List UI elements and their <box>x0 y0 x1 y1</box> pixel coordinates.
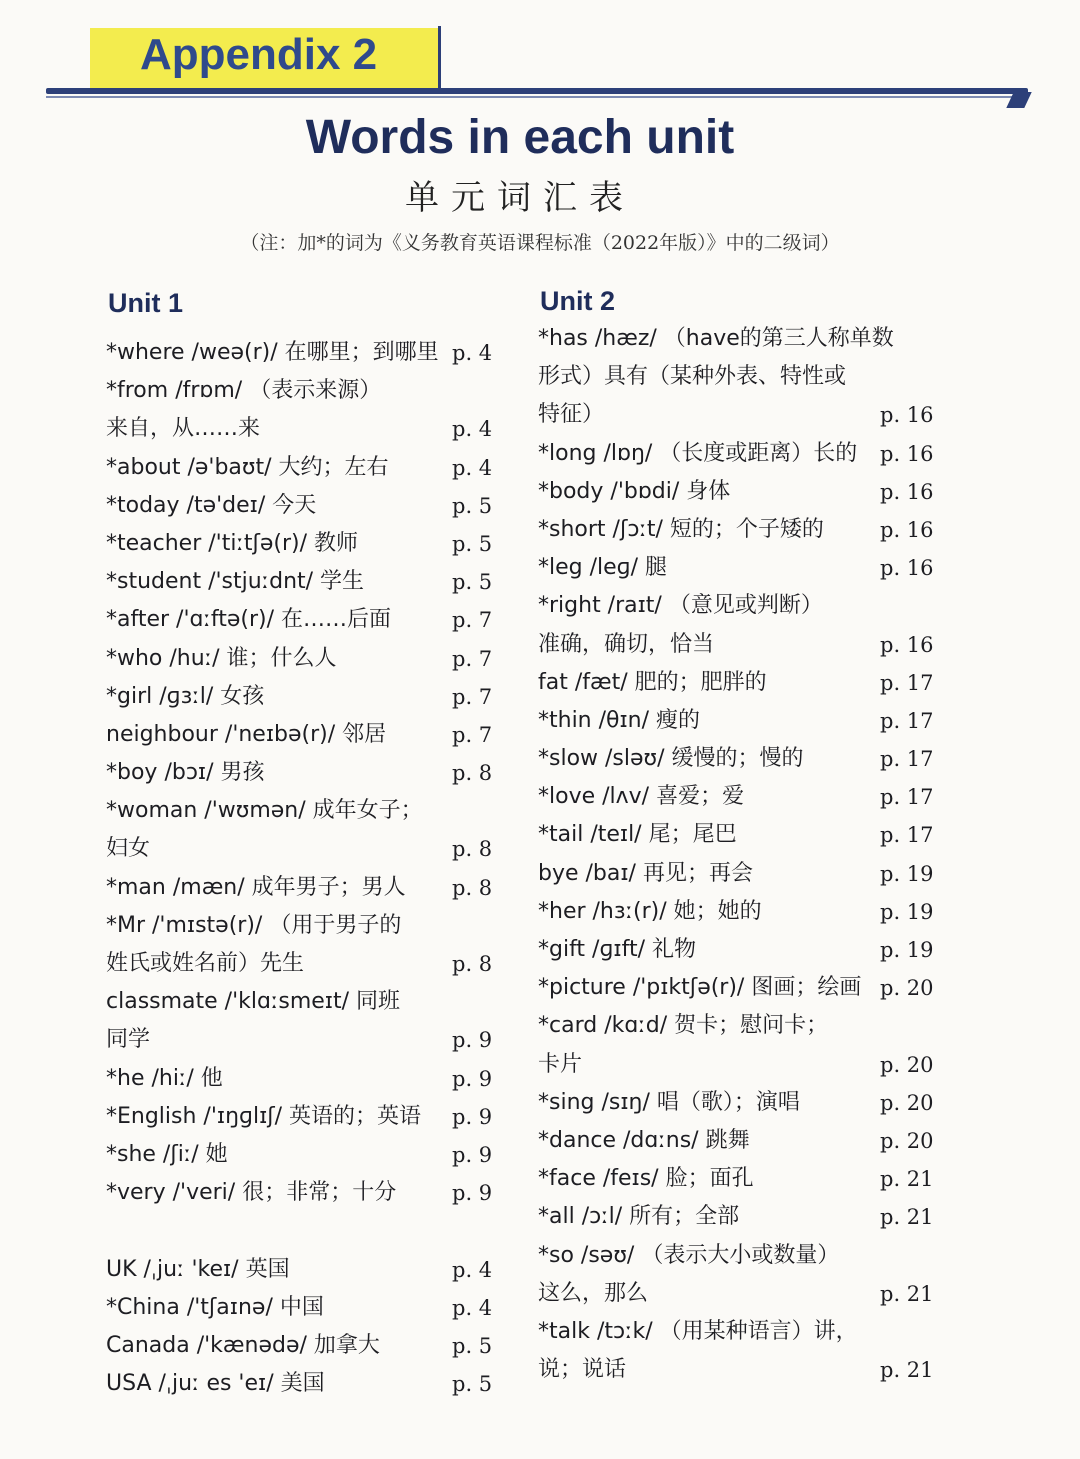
page-reference: p. 9 <box>452 1028 493 1053</box>
word-entry-row <box>538 778 948 816</box>
word-entry-text: *has /hæz/ （have的第三人称单数 <box>538 326 894 351</box>
unit2-word-list <box>538 320 948 1389</box>
page-reference: p. 19 <box>880 899 934 924</box>
word-entry-row <box>538 893 948 931</box>
word-entry-row <box>538 664 948 702</box>
page-reference: p. 17 <box>880 823 934 848</box>
word-entry-text: *China /'tʃaɪnə/ 中国 <box>106 1294 324 1320</box>
word-entry-text: *dance /dɑːns/ 跳舞 <box>538 1127 750 1153</box>
word-entry-row <box>538 358 948 396</box>
word-entry-row <box>106 678 506 716</box>
word-entry-text: USA /ˌjuː es 'eɪ/ 美国 <box>106 1371 325 1397</box>
word-entry-text: bye /baɪ/ 再见；再会 <box>538 860 753 886</box>
word-entry-row <box>106 1212 506 1250</box>
word-entry-text: *today /tə'deɪ/ 今天 <box>106 492 317 518</box>
word-entry-row <box>106 1327 506 1365</box>
word-entry-text: *thin /θɪn/ 瘦的 <box>538 707 701 733</box>
word-entry-row <box>106 1174 506 1212</box>
word-entry-text: fat /fæt/ 肥的；肥胖的 <box>538 669 767 695</box>
word-entry-row <box>106 372 506 410</box>
page-reference: p. 5 <box>452 1372 493 1397</box>
page-reference: p. 16 <box>880 441 934 466</box>
word-entry-text: *he /hiː/ 他 <box>106 1065 223 1091</box>
word-entry-row <box>538 1084 948 1122</box>
page-reference: p. 21 <box>880 1167 934 1192</box>
header-rule <box>46 88 1028 94</box>
word-entry-text: *she /ʃiː/ 她 <box>106 1141 228 1167</box>
unit1-title: Unit 1 <box>108 288 184 318</box>
word-entry-row <box>106 1136 506 1174</box>
word-entry-text: 来自，从……来 <box>106 416 261 442</box>
page-note: （注：加*的词为《义务教育英语课程标准（2022年版）》中的二级词） <box>240 232 840 254</box>
word-entry-text: *long /lɒŋ/ （长度或距离）长的 <box>538 440 858 466</box>
word-entry-row <box>106 334 506 372</box>
page-reference: p. 16 <box>880 632 934 657</box>
page-reference: p. 8 <box>452 761 493 786</box>
word-entry-row <box>106 792 506 830</box>
word-entry-text: 卡片 <box>538 1051 583 1077</box>
word-entry-row <box>538 1237 948 1275</box>
page-reference: p. 9 <box>452 1142 493 1167</box>
word-entry-text: 姓氏或姓名前）先生 <box>106 951 305 976</box>
word-entry-text: *her /hɜː(r)/ 她；她的 <box>538 898 762 924</box>
word-entry-row <box>106 640 506 678</box>
header-rule-cap <box>1006 92 1031 108</box>
page-reference: p. 21 <box>880 1358 934 1383</box>
page-reference: p. 4 <box>452 1295 493 1320</box>
word-entry-row <box>538 969 948 1007</box>
page-reference: p. 4 <box>452 341 493 365</box>
word-entry-text: *tail /teɪl/ 尾；尾巴 <box>538 822 737 848</box>
word-entry-row <box>106 907 506 945</box>
word-entry-text: *gift /ɡɪft/ 礼物 <box>538 937 696 962</box>
word-entry-text: *after /'ɑːftə(r)/ 在……后面 <box>106 607 392 633</box>
word-entry-row <box>106 449 506 487</box>
word-entry-text: 同学 <box>106 1027 151 1053</box>
page-reference: p. 8 <box>452 875 493 900</box>
page-reference: p. 16 <box>880 517 934 542</box>
word-entry-text: *face /feɪs/ 脸；面孔 <box>538 1166 754 1192</box>
word-entry-text: *love /lʌv/ 喜爱；爱 <box>538 784 745 810</box>
word-entry-row <box>538 1198 948 1236</box>
word-entry-text: neighbour /'neɪbə(r)/ 邻居 <box>106 721 387 747</box>
page-reference: p. 16 <box>880 556 934 581</box>
word-entry-row <box>538 626 948 664</box>
page-reference: p. 5 <box>452 531 493 556</box>
word-entry-text: *talk /tɔːk/ （用某种语言）讲， <box>538 1318 858 1344</box>
page-reference: p. 17 <box>880 708 934 733</box>
page-reference: p. 17 <box>880 670 934 695</box>
page-reference: p. 17 <box>880 747 934 772</box>
page-reference: p. 4 <box>452 455 493 480</box>
word-entry-row <box>538 1122 948 1160</box>
word-entry-row <box>538 435 948 473</box>
page-reference: p. 21 <box>880 1281 934 1306</box>
word-entry-text: *card /kɑːd/ 贺卡；慰问卡； <box>538 1013 829 1039</box>
unit1-word-list <box>106 334 506 1403</box>
word-entry-text: *so /səʊ/ （表示大小或数量） <box>538 1242 840 1268</box>
word-entry-row <box>106 1060 506 1098</box>
page-reference: p. 4 <box>452 1257 493 1282</box>
word-entry-row <box>538 855 948 893</box>
word-entry-text: 说；说话 <box>538 1357 627 1383</box>
page-reference: p. 4 <box>452 417 493 442</box>
word-entry-text: *very /'veri/ 很；非常；十分 <box>106 1180 397 1206</box>
word-entry-text: *picture /'pɪktʃə(r)/ 图画；绘画 <box>538 975 862 1001</box>
page-reference: p. 9 <box>452 1181 493 1206</box>
word-entry-row <box>538 473 948 511</box>
word-entry-text: UK /ˌjuː 'keɪ/ 英国 <box>106 1256 290 1282</box>
word-entry-row <box>106 1365 506 1403</box>
word-entry-text: 准确，确切，恰当 <box>538 631 715 657</box>
page-title: Words in each unit <box>305 111 735 164</box>
word-entry-row <box>538 587 948 625</box>
word-entry-row <box>538 320 948 358</box>
word-entry-text: *body /'bɒdi/ 身体 <box>538 478 731 504</box>
word-entry-text: *right /raɪt/ （意见或判断） <box>538 593 823 619</box>
word-entry-text: *teacher /'tiːtʃə(r)/ 教师 <box>106 530 359 556</box>
word-entry-text: *from /frɒm/ （表示来源） <box>106 378 382 404</box>
unit2-title: Unit 2 <box>540 286 616 316</box>
word-entry-text: *all /ɔːl/ 所有；全部 <box>538 1204 740 1230</box>
word-entry-text: 这么，那么 <box>538 1280 649 1306</box>
word-entry-text: *who /huː/ 谁；什么人 <box>106 645 337 671</box>
word-entry-row <box>106 716 506 754</box>
word-entry-row <box>538 396 948 434</box>
word-entry-row <box>106 487 506 525</box>
page-reference: p. 20 <box>880 1090 934 1115</box>
word-entry-row <box>106 410 506 448</box>
word-entry-text: *where /weə(r)/ 在哪里；到哪里 <box>106 340 439 365</box>
page-reference: p. 7 <box>452 608 493 633</box>
word-entry-text: 妇女 <box>106 836 151 862</box>
page-reference: p. 16 <box>880 403 934 428</box>
word-entry-row <box>538 549 948 587</box>
word-entry-row <box>106 869 506 907</box>
word-entry-row <box>538 702 948 740</box>
word-entry-text: *English /'ɪŋɡlɪʃ/ 英语的；英语 <box>106 1103 422 1129</box>
page-reference: p. 20 <box>880 976 934 1001</box>
word-entry-row <box>106 1021 506 1059</box>
page-reference: p. 16 <box>880 479 934 504</box>
word-entry-row <box>106 563 506 601</box>
page-reference: p. 21 <box>880 1205 934 1230</box>
word-entry-text: *boy /bɔɪ/ 男孩 <box>106 760 265 786</box>
word-entry-text: *about /ə'baʊt/ 大约；左右 <box>106 454 389 480</box>
word-entry-row <box>538 511 948 549</box>
word-entry-text: *student /'stjuːdnt/ 学生 <box>106 569 365 595</box>
word-entry-row <box>106 830 506 868</box>
appendix-tag-edge <box>438 26 441 90</box>
word-entry-row <box>538 1351 948 1389</box>
word-entry-text: *woman /'wʊmən/ 成年女子； <box>106 798 423 824</box>
word-entry-text: Canada /'kænədə/ 加拿大 <box>106 1332 380 1358</box>
word-entry-text: classmate /'klɑːsmeɪt/ 同班 <box>106 989 401 1015</box>
word-entry-row <box>538 816 948 854</box>
word-entry-text: 特征） <box>538 402 605 428</box>
word-entry-row <box>538 1275 948 1313</box>
word-entry-text: *man /mæn/ 成年男子；男人 <box>106 874 406 900</box>
word-entry-row <box>106 1289 506 1327</box>
word-entry-row <box>106 945 506 983</box>
word-entry-text: *slow /sləʊ/ 缓慢的；慢的 <box>538 746 804 772</box>
word-entry-row <box>538 1160 948 1198</box>
word-entry-row <box>538 1007 948 1045</box>
word-entry-text: 形式）具有（某种外表、特性或 <box>538 364 847 390</box>
word-entry-row <box>106 525 506 563</box>
appendix-tag: Appendix 2 <box>140 30 378 79</box>
header-rule-thin <box>46 96 1028 98</box>
page-reference: p. 5 <box>452 493 493 518</box>
page-reference: p. 5 <box>452 1333 493 1358</box>
page-reference: p. 20 <box>880 1128 934 1153</box>
word-entry-row <box>538 1046 948 1084</box>
page-reference: p. 19 <box>880 861 934 886</box>
page-reference: p. 9 <box>452 1104 493 1129</box>
page-reference: p. 7 <box>452 722 493 747</box>
word-entry-row <box>106 983 506 1021</box>
word-entry-row <box>538 740 948 778</box>
page-reference: p. 7 <box>452 646 493 671</box>
page-reference: p. 7 <box>452 684 493 709</box>
word-entry-text: *leg /leɡ/ 腿 <box>538 555 668 581</box>
word-entry-text: *girl /ɡɜːl/ 女孩 <box>106 683 265 709</box>
word-entry-text: *short /ʃɔːt/ 短的；个子矮的 <box>538 516 824 542</box>
word-entry-row <box>538 931 948 969</box>
page-reference: p. 17 <box>880 785 934 810</box>
page-subtitle: 单元词汇表 <box>405 178 635 218</box>
page-reference: p. 8 <box>452 837 493 862</box>
word-entry-text: *Mr /'mɪstə(r)/ （用于男子的 <box>106 912 402 938</box>
word-entry-row <box>106 1098 506 1136</box>
page-reference: p. 5 <box>452 570 493 595</box>
page-reference: p. 20 <box>880 1052 934 1077</box>
page-reference: p. 9 <box>452 1066 493 1091</box>
page-reference: p. 8 <box>452 952 493 976</box>
page-reference: p. 19 <box>880 938 934 962</box>
word-entry-row <box>106 754 506 792</box>
word-entry-text: *sing /sɪŋ/ 唱（歌）；演唱 <box>538 1089 800 1115</box>
word-entry-row <box>106 601 506 639</box>
word-entry-row <box>106 1251 506 1289</box>
word-entry-row <box>538 1313 948 1351</box>
